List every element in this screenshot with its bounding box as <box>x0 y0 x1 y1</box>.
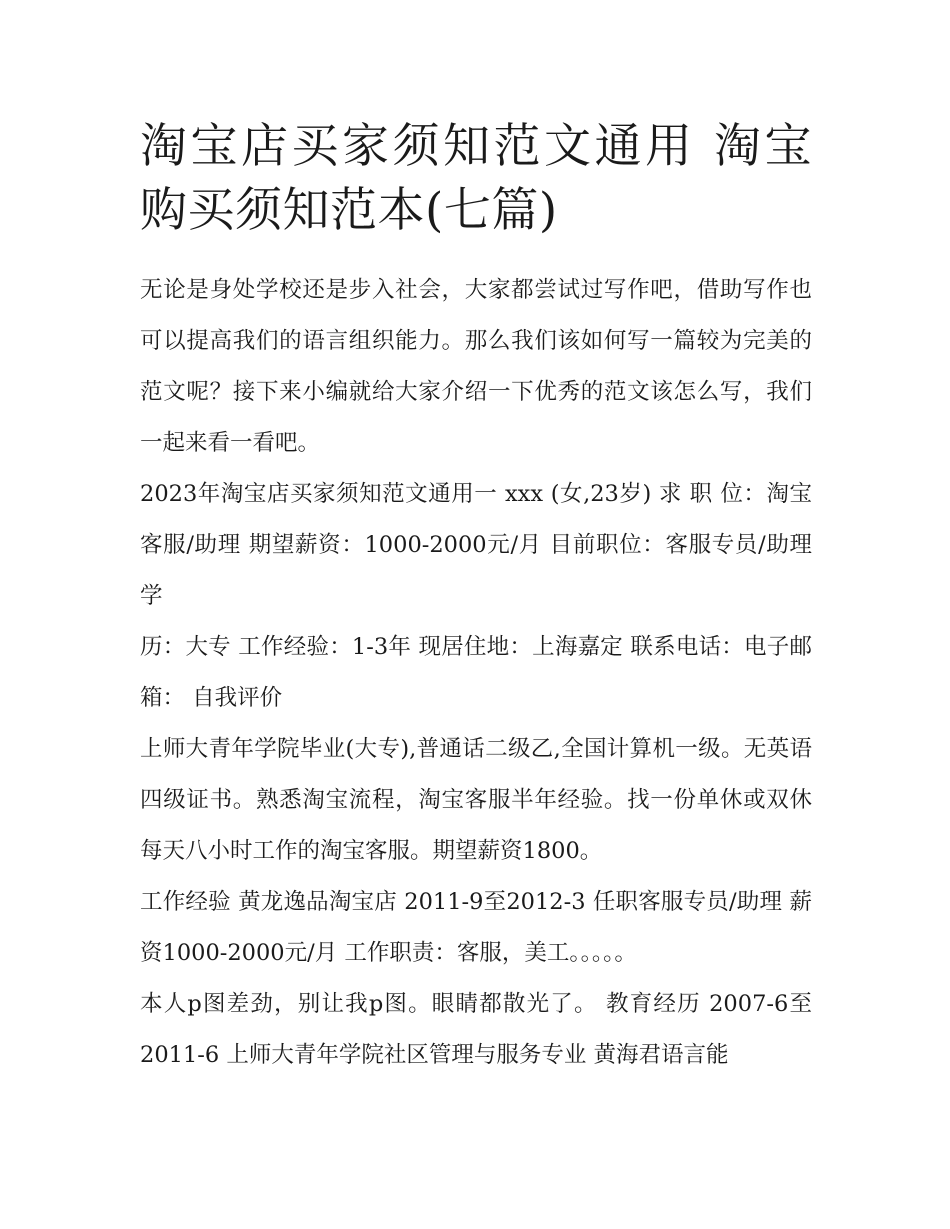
intro-paragraph: 无论是身处学校还是步入社会，大家都尝试过写作吧，借助写作也可以提高我们的语言组织能力。那么我们该如何写一篇较为完美的范文呢？接下来小编就给大家介绍一下优秀的范文该怎么写，我们一起来看一看吧。 <box>140 277 812 456</box>
document-page <box>140 115 812 1081</box>
self-evaluation-paragraph: 上师大青年学院毕业(大专),普通话二级乙,全国计算机一级。无英语四级证书。熟悉淘宝流程，淘宝客服半年经验。找一份单休或双休每天八小时工作的淘宝客服。期望薪资1800。 <box>140 736 812 864</box>
education-history-paragraph: 本人p图差劲，别让我p图。眼睛都散光了。 教育经历 2007-6至2011-6 上师大青年学院社区管理与服务专业 黄海君语言能 <box>140 991 812 1068</box>
work-experience-paragraph: 工作经验 黄龙逸品淘宝店 2011-9至2012-3 任职客服专员/助理 薪资1000-2000元/月 工作职责：客服，美工。。。。。 <box>140 889 812 966</box>
resume-header-paragraph: 2023年淘宝店买家须知范文通用一 xxx (女,23岁) 求 职 位：淘宝客服/助理 期望薪资：1000-2000元/月 目前职位：客服专员/助理 学 <box>140 481 812 609</box>
education-info-paragraph: 历：大专 工作经验：1-3年 现居住地：上海嘉定 联系电话：电子邮箱： 自我评价 <box>140 634 812 711</box>
document-title: 淘宝店买家须知范文通用 淘宝购买须知范本(七篇) <box>140 119 812 238</box>
